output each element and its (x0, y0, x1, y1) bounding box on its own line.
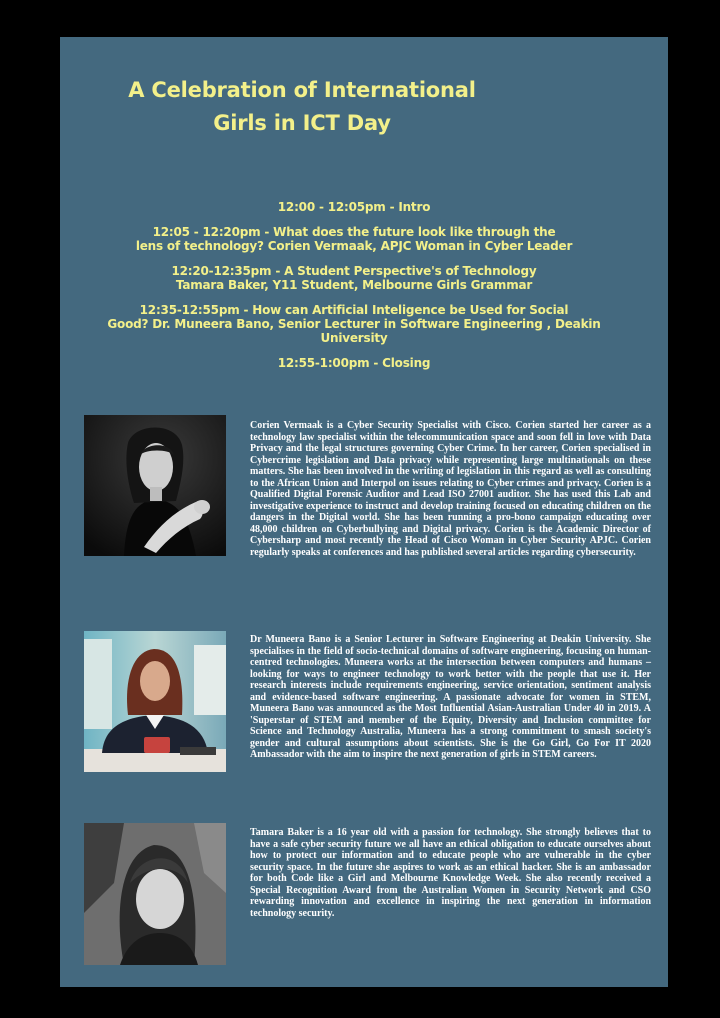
agenda (100, 200, 608, 381)
agenda-line: 12:35-12:55pm - How can Artificial Inteligence be Used for Social (139, 303, 569, 317)
title-line-1: A Celebration of International (128, 78, 476, 102)
agenda-item-intro (100, 200, 608, 214)
speaker-photo-tamara (84, 823, 226, 965)
bio-corien-vermaak: Corien Vermaak is a Cyber Security Specialist with Cisco. Corien started her career as a technology law specialist within the telecommunication space and soon fell in love with Data Privacy and the legal structures governing Cyber Crime. In her career, Corien specialised in Cybercrime legislation and Data privacy while representing large multinationals on these matters. She has been involved in the writing of legislation in this regard as well as consulting to the African Union and Interpol on issues relating to Cyber crimes and privacy. Corien is a Qualified Digital Forensic Auditor and Lead ISO 27001 auditor. She has used this Lab and investigative experience to instruct and develop training focused on educating children on the dangers in the Digital world. She has been running a pro-bono campaign educating over 48,000 children on Cyberbullying and Digital privacy. Corien is the Academic Director of Cybersharp and most recently the Head of Cisco Woman in Cyber Security APJC. Corien regularly speaks at conferences and has published several articles regarding cybersecurity. (250, 420, 651, 559)
agenda-item-artificial-intelligence (100, 303, 608, 345)
agenda-line: lens of technology? Corien Vermaak, APJC Woman in Cyber Leader (135, 239, 573, 253)
bio-muneera-bano: Dr Muneera Bano is a Senior Lecturer in Software Engineering at Deakin University. She specialises in the field of socio-technical domains of software engineering, focusing on human-centred technologies. Muneera works at the intersection between computers and humans – looking for ways to engineer technology to work better with the people that use it. Her research interests include requirements engineering, service orientation, sentiment analysis and evidence-based software engineering. A passionate advocate for women in STEM, Muneera Bano was announced as the Most Influential Asian-Australian Under 40 in 2019. A 'Superstar of STEM and member of the Equity, Diversity and Inclusion committee for Science and Technology Australia, Muneera has a strong commitment to smash society's gender and cultural assumptions about scientists. She is the Go Girl, Go For IT 2020 Ambassador with the aim to inspire the next generation of girls in STEM careers. (250, 634, 651, 761)
agenda-line: 12:55-1:00pm - Closing (277, 356, 431, 370)
bio-tamara-baker: Tamara Baker is a 16 year old with a passion for technology. She strongly believes that to have a safe cyber security future we all have an ethical obligation to educate ourselves about how to protect our information and to educate people who are vulnerable in the cyber security space. In the future she aspires to work as an ethical hacker. She is an ambassador for both Code like a Girl and Melbourne Knowledge Week. She also recently received a Special Recognition Award from the Australian Women in Security Network and CSO rewarding innovation and excellence in inspiring the next generation in information technology security. (250, 827, 651, 919)
agenda-item-future-technology (100, 225, 608, 253)
speaker-photo-muneera (84, 631, 226, 772)
agenda-line: 12:05 - 12:20pm - What does the future look like through the (152, 225, 556, 239)
agenda-item-student-perspective (100, 264, 608, 292)
agenda-line: Good? Dr. Muneera Bano, Senior Lecturer in Software Engineering , Deakin (107, 317, 601, 331)
agenda-line: University (320, 331, 388, 345)
agenda-item-closing (100, 356, 608, 370)
agenda-line: 12:00 - 12:05pm - Intro (277, 200, 431, 214)
speaker-photo-corien (84, 415, 226, 556)
event-title (60, 74, 544, 140)
agenda-line: Tamara Baker, Y11 Student, Melbourne Girls Grammar (175, 278, 533, 292)
agenda-line: 12:20-12:35pm - A Student Perspective's of Technology (171, 264, 537, 278)
title-line-2: Girls in ICT Day (213, 111, 391, 135)
